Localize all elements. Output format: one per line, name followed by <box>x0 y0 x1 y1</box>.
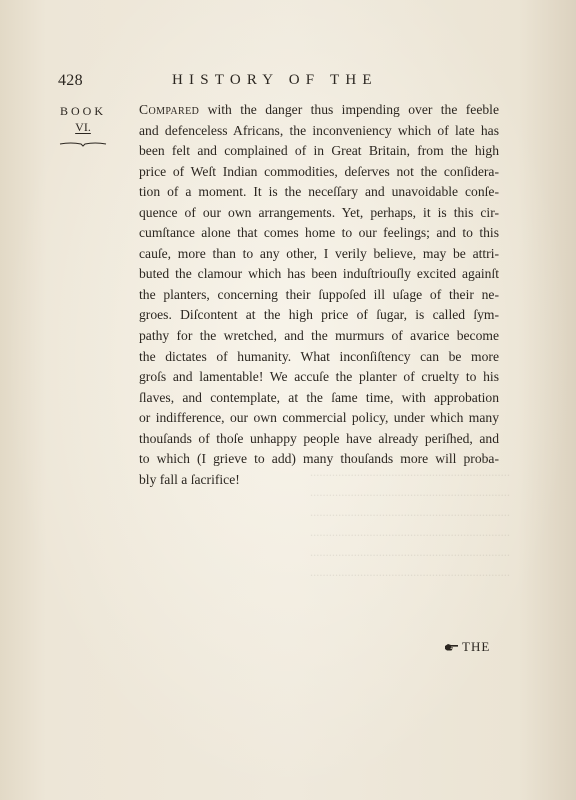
text-line-18: to which (I grieve to add) many thouſands more will proba- <box>139 451 499 467</box>
text-line-17: thouſands of thoſe unhappy people have already periſhed, and <box>139 430 499 446</box>
text-line-16: or indifference, our own commercial policy, under which many <box>139 410 499 426</box>
opening-word: Compared <box>139 102 200 117</box>
text-line-6: quence of our own arrangements. Yet, perhaps, it is this cir- <box>139 204 499 220</box>
margin-note <box>57 104 109 152</box>
text-line-8: cauſe, more than to any other, I verily believe, may be attri- <box>139 245 499 261</box>
text-line-5: tion of a moment. It is the neceſſary and unavoidable conſe- <box>139 184 499 200</box>
body-paragraph <box>139 100 499 490</box>
text-line-11: groes. Diſcontent at the high price of ſugar, is called ſym- <box>139 307 499 323</box>
text-line-12: pathy for the wretched, and the murmurs of avarice become <box>139 328 499 344</box>
page-number: 428 <box>58 72 83 89</box>
running-head: HISTORY OF THE <box>172 72 378 88</box>
text-line-13: the dictates of humanity. What inconſiſtency can be more <box>139 348 499 364</box>
pointing-hand-icon <box>444 642 459 652</box>
text-line-9: buted the clamour which has been induſtriouſly excited againſt <box>139 266 499 282</box>
text-line-15: ſlaves, and contemplate, at the ſame time, with approbation <box>139 389 499 405</box>
book-label: BOOK <box>59 104 106 118</box>
text-line-4: price of Weſt Indian commodities, deſerves not the conſidera- <box>139 163 499 179</box>
ornamental-rule-icon <box>59 141 107 147</box>
text-line-7: cumſtance alone that comes home to our feelings; and to this <box>139 225 499 241</box>
catchword-text: THE <box>462 639 491 654</box>
text-line-2: and defenceless Africans, the inconveniency which of late has <box>139 122 499 138</box>
bleed-through-text: ................................................................ ................................................................ ................................................................ ................................................................ ................................................................ ................................................................ <box>310 465 510 579</box>
book-volume: VI. <box>75 120 91 134</box>
catchword <box>444 639 490 655</box>
text-line-3: been felt and complained of in Great Britain, from the high <box>139 143 499 159</box>
line-text: with the danger thus impending over the feeble <box>207 102 499 117</box>
text-line-19: bly fall a ſacrifice! <box>139 471 240 487</box>
text-line-14: groſs and lamentable! We accuſe the planter of cruelty to his <box>139 369 499 385</box>
text-line-10: the planters, concerning their ſuppoſed ill uſage of their ne- <box>139 286 499 302</box>
text-line-1 <box>139 100 499 121</box>
